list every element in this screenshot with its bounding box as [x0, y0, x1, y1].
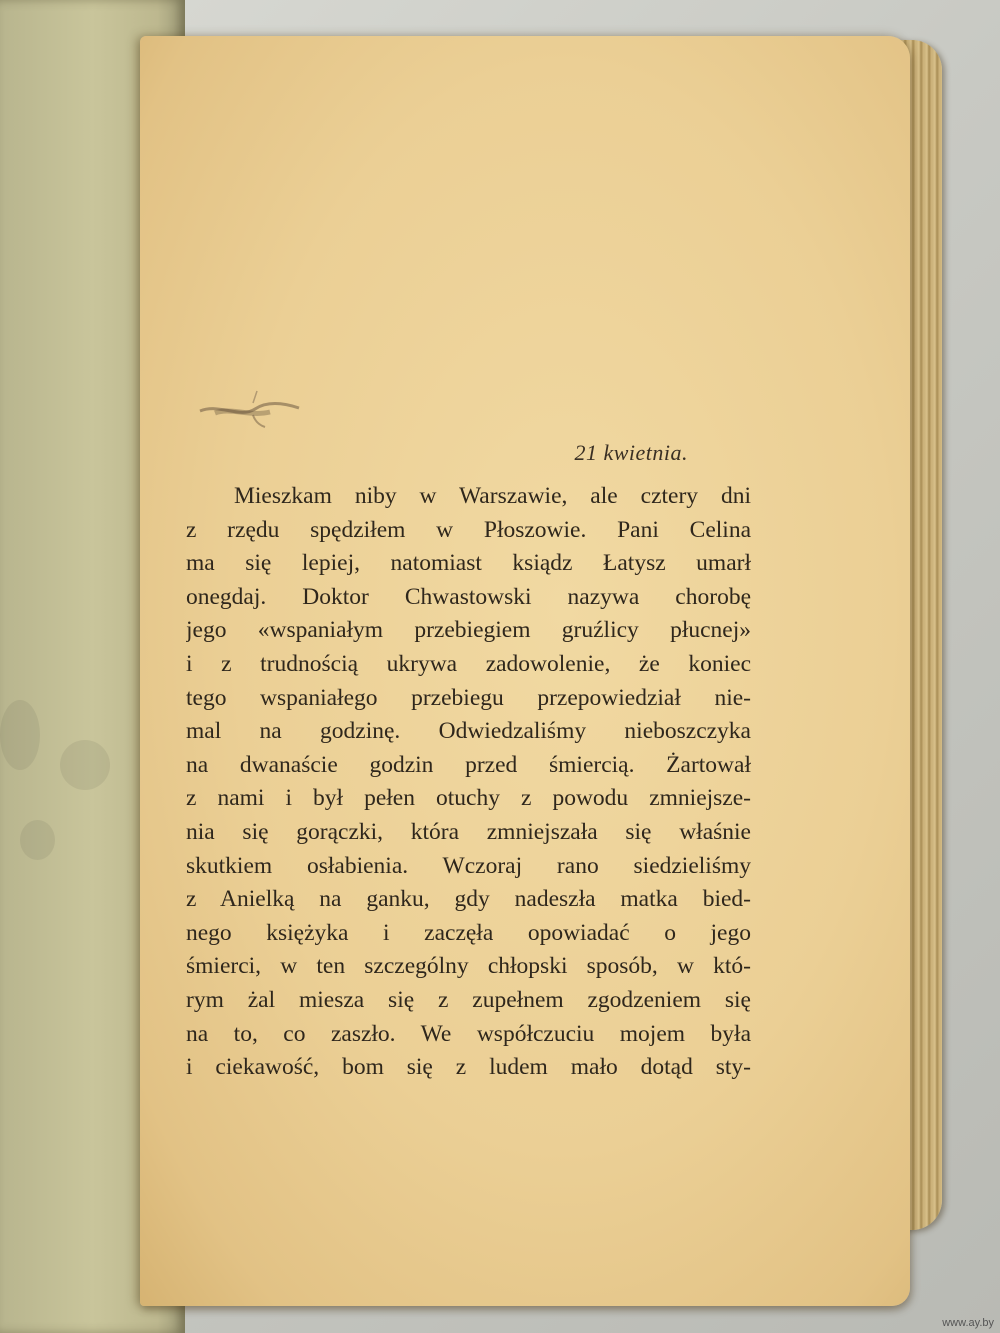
text-line: na dwanaście godzin przed śmiercią. Żartował — [186, 751, 751, 778]
text-line: na to, co zaszło. We współczuciu mojem była — [186, 1020, 751, 1047]
text-line: z nami i był pełen otuchy z powodu zmniejsze- — [186, 785, 751, 812]
text-line: nego księżyka i zaczęła opowiadać o jego — [186, 919, 751, 946]
text-line: skutkiem osłabienia. Wczoraj rano siedzieliśmy — [186, 852, 751, 879]
text-line: tego wspaniałego przebiegu przepowiedział nie- — [186, 684, 751, 711]
text-line: rym żal miesza się z zupełnem zgodzeniem się — [186, 986, 751, 1013]
ink-smudge-ornament — [195, 385, 305, 429]
text-line: i z trudnością ukrywa zadowolenie, że koniec — [186, 650, 751, 677]
text-line: mal na godzinę. Odwiedzaliśmy nieboszczyka — [186, 718, 751, 745]
text-line: z rzędu spędziłem w Płoszowie. Pani Celina — [186, 516, 751, 543]
entry-date-heading: 21 kwietnia. — [574, 440, 688, 465]
text-line: jego «wspaniałym przebiegiem gruźlicy płucnej» — [186, 617, 751, 644]
text-line: nia się gorączki, która zmniejszała się właśnie — [186, 818, 751, 845]
text-line: śmierci, w ten szczególny chłopski sposób, w któ- — [186, 953, 751, 980]
page-text — [186, 480, 751, 1085]
text-line: i ciekawość, bom się z ludem mało dotąd sty- — [186, 1054, 751, 1081]
text-line: onegdaj. Doktor Chwastowski nazywa chorobę — [186, 583, 751, 610]
text-line: ma się lepiej, natomiast ksiądz Łatysz umarł — [186, 550, 751, 577]
watermark: www.ay.by — [942, 1317, 994, 1329]
text-line: z Anielką na ganku, gdy nadeszła matka bied- — [186, 886, 751, 913]
text-line: Mieszkam niby w Warszawie, ale cztery dni — [234, 483, 751, 509]
